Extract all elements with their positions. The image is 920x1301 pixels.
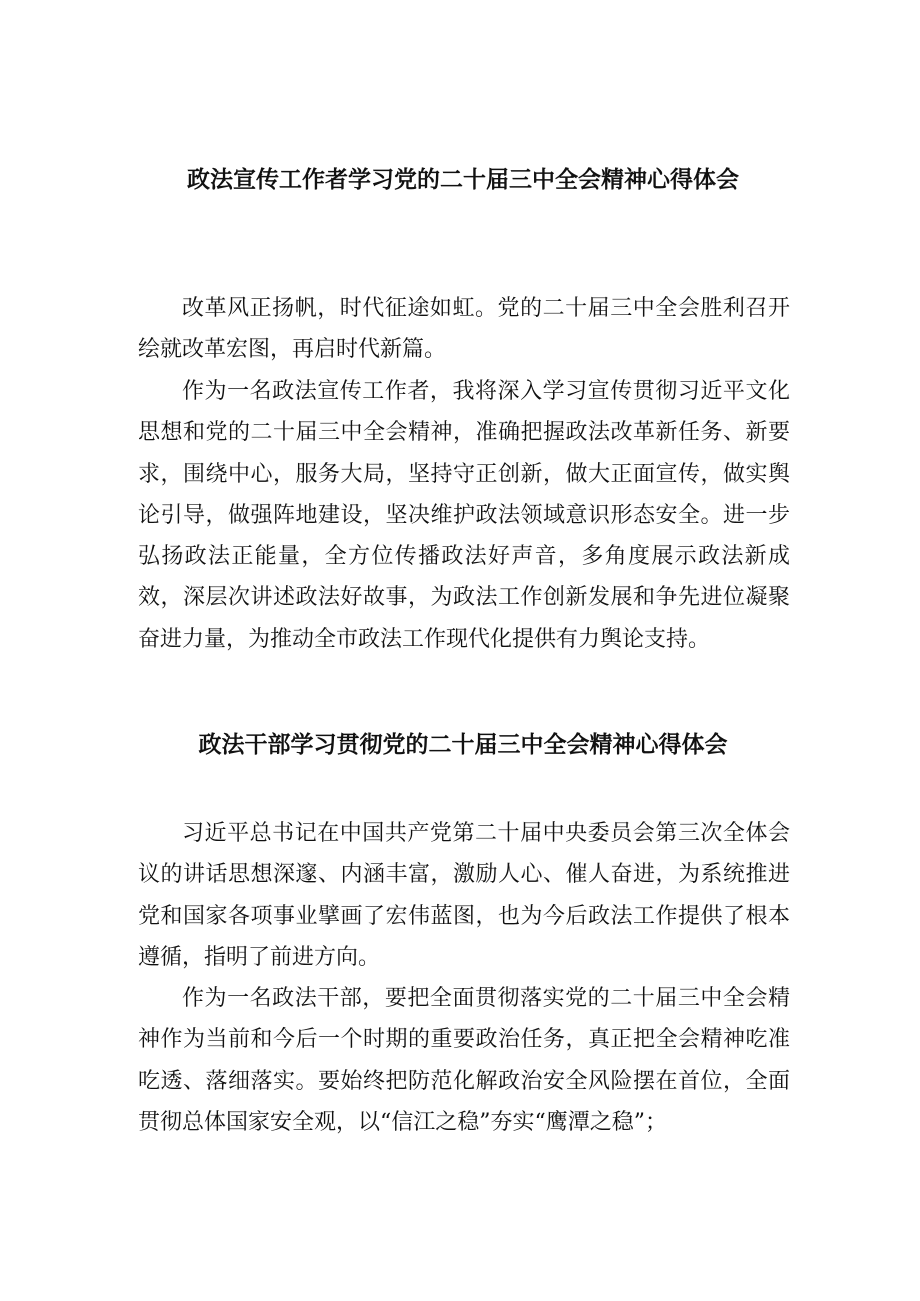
article-1-paragraph-1: 改革风正扬帆，时代征途如虹。党的二十届三中全会胜利召开绘就改革宏图，再启时代新篇。 bbox=[138, 296, 790, 363]
article-1-title: 政法宣传工作者学习党的二十届三中全会精神心得体会 bbox=[187, 167, 739, 193]
article-2-paragraph-2: 作为一名政法干部，要把全面贯彻落实党的二十届三中全会精神作为当前和今后一个时期的重要政治任务，真正把全会精神吃准吃透、落细落实。要始终把防范化解政治安全风险摆在首位，全面贯彻总体国家安全观，以“信江之稳”夯实“鹰潭之稳”； bbox=[138, 986, 790, 1135]
article-2-paragraph-1: 习近平总书记在中国共产党第二十届中央委员会第三次全体会议的讲话思想深邃、内涵丰富，激励人心、催人奋进，为系统推进党和国家各项事业擘画了宏伟蓝图，也为今后政法工作提供了根本遵循，指明了前进方向。 bbox=[138, 821, 790, 970]
article-2-title: 政法干部学习贯彻党的二十届三中全会精神心得体会 bbox=[198, 732, 728, 758]
article-1-paragraph-2: 作为一名政法宣传工作者，我将深入学习宣传贯彻习近平文化思想和党的二十届三中全会精神，准确把握政法改革新任务、新要求，围绕中心，服务大局，坚持守正创新，做大正面宣传，做实舆论引导，做强阵地建设，坚决维护政法领域意识形态安全。进一步弘扬政法正能量，全方位传播政法好声音，多角度展示政法新成效，深层次讲述政法好故事，为政法工作创新发展和争先进位凝聚奋进力量，为推动全市政法工作现代化提供有力舆论支持。 bbox=[138, 379, 790, 652]
